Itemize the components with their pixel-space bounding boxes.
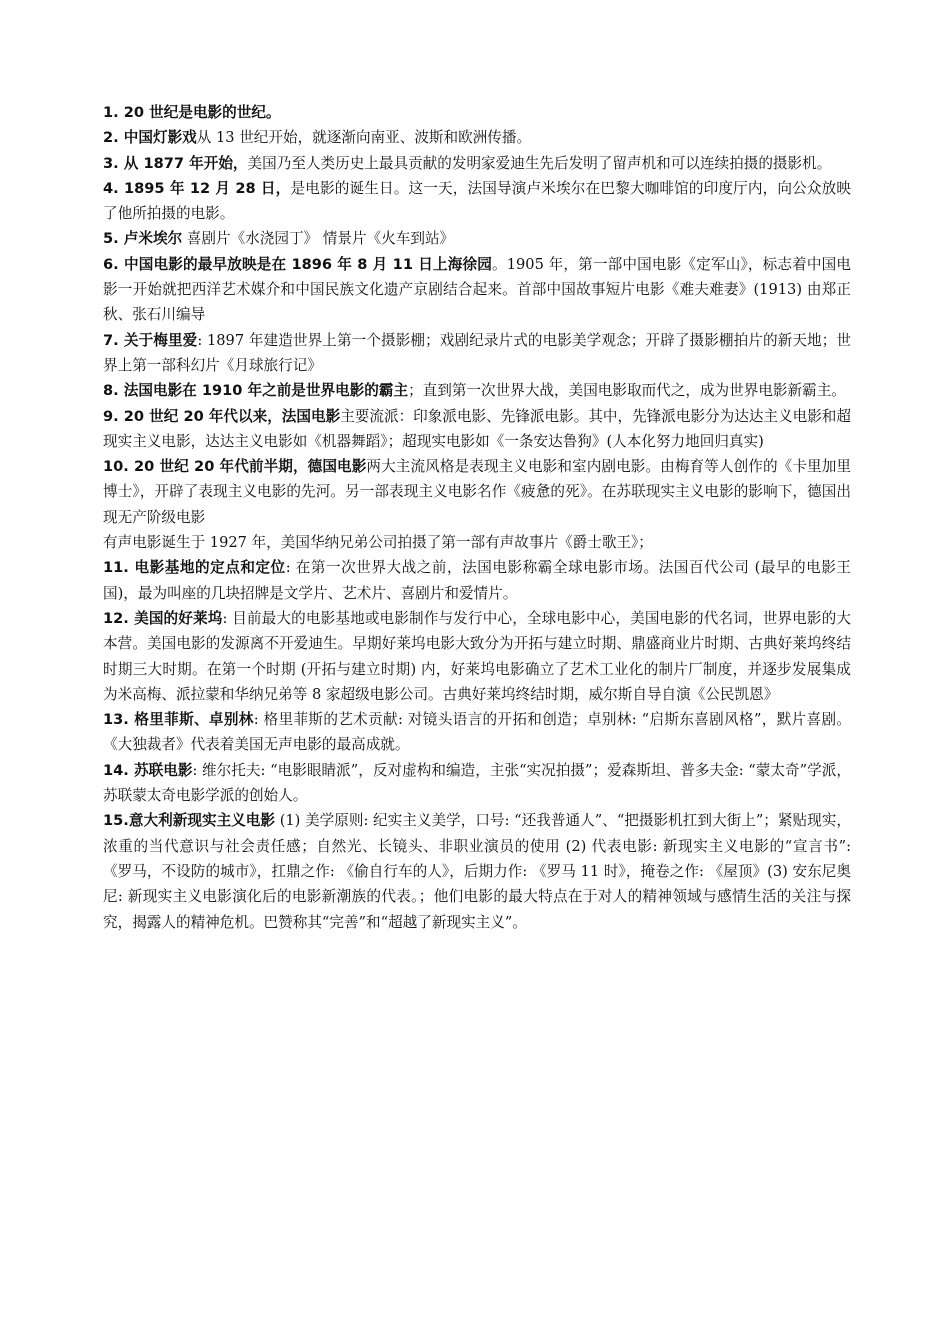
list-item (103, 125, 851, 150)
item-number: 8. (103, 382, 124, 400)
item-number: 3. (103, 154, 124, 172)
item-text: 。1905 年，第一部中国电影《定军山》，标志着中国电影一开始就把西洋艺术媒介和中国民族文化遗产京剧结合起来。首部中国故事短片电影《难夫难妻》(1913) 由郑正秋、张石川编导 (103, 255, 851, 324)
item-text: 有声电影诞生于 1927 年，美国华纳兄弟公司拍摄了第一部有声故事片《爵士歌王》； (103, 534, 653, 552)
document-page (103, 100, 851, 935)
item-heading: 中国电影的最早放映是在 1896 年 8 月 11 日上海徐园 (123, 255, 492, 273)
item-text: 美国乃至人类历史上最具贡献的发明家爱迪生先后发明了留声机和可以连续拍摄的摄影机。 (247, 154, 832, 172)
item-number: 13. (103, 711, 135, 729)
item-heading: 卢米埃尔 (123, 230, 183, 248)
item-heading: 法国电影在 1910 年之前是世界电影的霸主 (123, 382, 409, 400)
list-item (103, 606, 851, 707)
item-text: : 维尔托夫: “电影眼睛派”，反对虚构和编造，主张“实况拍摄”；爱森斯坦、普多夫金: “蒙太奇”学派，苏联蒙太奇电影学派的创始人。 (103, 761, 851, 805)
list-item (103, 151, 851, 176)
list-item (103, 328, 851, 379)
item-number: 4. (103, 179, 124, 197)
item-text: 两大主流风格是表现主义电影和室内剧电影。由梅育等人创作的《卡里加里博士》，开辟了表现主义电影的先河。另一部表现主义电影名作《疲惫的死》。在苏联现实主义电影的影响下，德国出现无产阶级电影 (103, 458, 851, 526)
list-item (103, 404, 851, 455)
item-number: 5. (103, 230, 124, 248)
list-item (103, 176, 851, 227)
item-number: 14. (103, 761, 134, 779)
item-heading: 20 世纪 20 年代前半期，德国电影 (134, 458, 367, 476)
list-item (103, 808, 851, 934)
list-item (103, 100, 851, 125)
item-number: 1. (103, 104, 124, 121)
list-item (103, 252, 851, 328)
item-heading: 苏联电影 (133, 761, 193, 779)
item-heading: 电影基地的定点和定位 (134, 559, 286, 577)
item-heading: 从 1877 年开始， (123, 154, 248, 172)
item-number: 2. (103, 129, 124, 147)
item-text: ；直到第一次世界大战，美国电影取而代之，成为世界电影新霸主。 (408, 382, 846, 400)
item-heading: 中国灯影戏 (123, 129, 197, 147)
list-item (103, 226, 851, 251)
item-heading: 意大利新现实主义电影 (128, 812, 276, 830)
item-number: 6. (103, 255, 124, 273)
item-text: : 目前最大的电影基地或电影制作与发行中心，全球电影中心，美国电影的代名词，世界电影的大本营。美国电影的发源离不开爱迪生。早期好莱坞电影大致分为开拓与建立时期、鼎盛商业片时期、古典好莱坞终结时期三大时期。在第一个时期 (开拓与建立时期) 内，好莱坞电影确立了艺术工业化的制片厂制度，并逐步发展集成为米高梅、派拉蒙和华纳兄弟等 8 家超级电影公司。古典好莱坞终结时期，威尔斯自导自演《公民凯恩》 (103, 609, 851, 703)
item-number: 9. (103, 407, 124, 425)
item-text: 喜剧片《水浇园丁》 情景片《火车到站》 (182, 230, 455, 248)
list-item (103, 454, 851, 530)
item-heading: 关于梅里爱 (123, 331, 198, 349)
item-text: : 1897 年建造世界上第一个摄影棚；戏剧纪录片式的电影美学观念；开辟了摄影棚拍片的新天地；世界上第一部科幻片《月球旅行记》 (103, 331, 851, 374)
item-text: 是电影的诞生日。这一天，法国导演卢米埃尔在巴黎大咖啡馆的印度厅内，向公众放映了他所拍摄的电影。 (103, 179, 852, 223)
item-number: 15. (103, 812, 129, 830)
item-text: : 格里菲斯的艺术贡献: 对镜头语言的开拓和创造；卓别林: “启斯东喜剧风格”，默片喜剧。《大独裁者》代表着美国无声电影的最高成就。 (103, 711, 852, 754)
item-heading: 美国的好莱坞 (134, 609, 223, 627)
item-text: : 在第一次世界大战之前，法国电影称霸全球电影市场。法国百代公司 (最早的电影王国)，最为叫座的几块招牌是文学片、艺术片、喜剧片和爱情片。 (103, 559, 851, 602)
item-number: 11. (103, 559, 135, 577)
list-item (103, 530, 851, 555)
item-text: 从 13 世纪开始，就逐渐向南亚、波斯和欧洲传播。 (196, 129, 532, 147)
list-item (103, 758, 851, 809)
item-text: 主要流派：印象派电影、先锋派电影。其中，先锋派电影分为达达主义电影和超现实主义电影，达达主义电影如《机器舞蹈》；超现实电影如《一条安达鲁狗》(人本化努力地回归真实) (103, 407, 851, 450)
list-item (103, 378, 851, 403)
item-heading: 格里菲斯、卓别林 (134, 711, 254, 729)
item-heading: 20 世纪 20 年代以来，法国电影 (123, 407, 341, 425)
item-heading: 1895 年 12 月 28 日， (123, 179, 291, 197)
item-number: 7. (103, 331, 124, 349)
item-number: 10. (103, 458, 135, 476)
list-item (103, 707, 851, 758)
list-item (103, 555, 851, 606)
item-number: 12. (103, 609, 135, 627)
item-text: (1) 美学原则: 纪实主义美学，口号: “还我普通人”、“把摄影机扛到大街上”；紧贴现实，浓重的当代意识与社会责任感；自然光、长镜头、非职业演员的使用 (2) 代表电影: 新现实主义电影的“宣言书”: 《罗马，不设防的城市》，扛鼎之作: 《偷自行车的人》，后期力作: 《罗马 11 时》，掩卷之作: 《屋顶》(3) 安东尼奥尼: 新现实主义电影演化后的电影新潮族的代表。；他们电影的最大特点在于对人的精神领域与感情生活的关注与探究，揭露人的精神危机。巴赞称其“完善”和“超越了新现实主义”。 (103, 812, 851, 931)
item-heading: 20 世纪是电影的世纪。 (123, 104, 281, 121)
